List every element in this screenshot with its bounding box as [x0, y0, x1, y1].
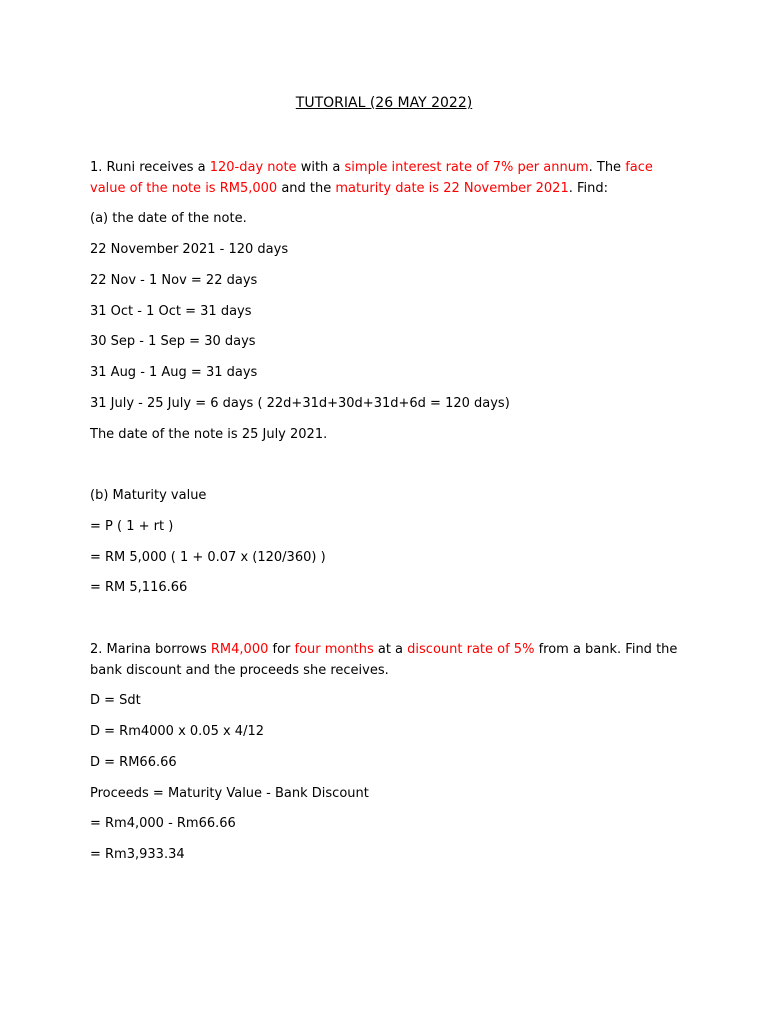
q1-a-line: The date of the note is 25 July 2021.: [90, 427, 328, 442]
q1-a-line: 31 Oct - 1 Oct = 31 days: [90, 304, 252, 319]
q1-b-line: = RM 5,000 ( 1 + 0.07 x (120/360) ): [90, 550, 326, 565]
q2-text-3: at a: [373, 642, 408, 657]
q1-highlight-maturity-date: maturity date is 22 November 2021: [335, 181, 569, 196]
q2-highlight-amount: RM4,000: [210, 642, 269, 657]
q1-b-line: = RM 5,116.66: [90, 580, 188, 595]
q2-line: = Rm4,000 - Rm66.66: [90, 816, 236, 831]
q1-text-2: with a: [296, 160, 345, 175]
question-2-text: [90, 639, 680, 681]
q1-highlight-day-note: 120-day note: [209, 160, 297, 175]
q1-text-3: . The: [588, 160, 626, 175]
q2-line: D = Sdt: [90, 693, 141, 708]
question-1-text: [90, 157, 680, 199]
q2-line: Proceeds = Maturity Value - Bank Discount: [90, 786, 369, 801]
q1-a-line: 31 Aug - 1 Aug = 31 days: [90, 365, 258, 380]
q2-line: = Rm3,933.34: [90, 847, 185, 862]
q2-text-1: 2. Marina borrows: [90, 642, 211, 657]
page-title: TUTORIAL (26 MAY 2022): [295, 95, 473, 111]
q1-text-5: . Find:: [568, 181, 608, 196]
q1-a-line: 22 Nov - 1 Nov = 22 days: [90, 273, 258, 288]
q2-text-2: for: [268, 642, 295, 657]
q1-b-line: = P ( 1 + rt ): [90, 519, 174, 534]
q1-a-line: (a) the date of the note.: [90, 211, 247, 226]
q1-highlight-interest-rate: simple interest rate of 7% per annum: [344, 160, 589, 175]
q2-line: D = Rm4000 x 0.05 x 4/12: [90, 724, 265, 739]
q1-highlight-face-value: face value of the note is RM5,000: [90, 160, 653, 196]
q1-a-line: 31 July - 25 July = 6 days ( 22d+31d+30d+31d+6d = 120 days): [90, 396, 510, 411]
q2-highlight-term: four months: [294, 642, 374, 657]
q1-a-line: 30 Sep - 1 Sep = 30 days: [90, 334, 256, 349]
q2-line: D = RM66.66: [90, 755, 177, 770]
q1-text-4: and the: [277, 181, 336, 196]
q2-highlight-discount-rate: discount rate of 5%: [407, 642, 535, 657]
q1-a-line: 22 November 2021 - 120 days: [90, 242, 289, 257]
q1-b-line: (b) Maturity value: [90, 488, 207, 503]
q1-text-1: 1. Runi receives a: [90, 160, 210, 175]
q2-text-4: from a bank. Find the bank discount and the proceeds she receives.: [90, 642, 678, 678]
